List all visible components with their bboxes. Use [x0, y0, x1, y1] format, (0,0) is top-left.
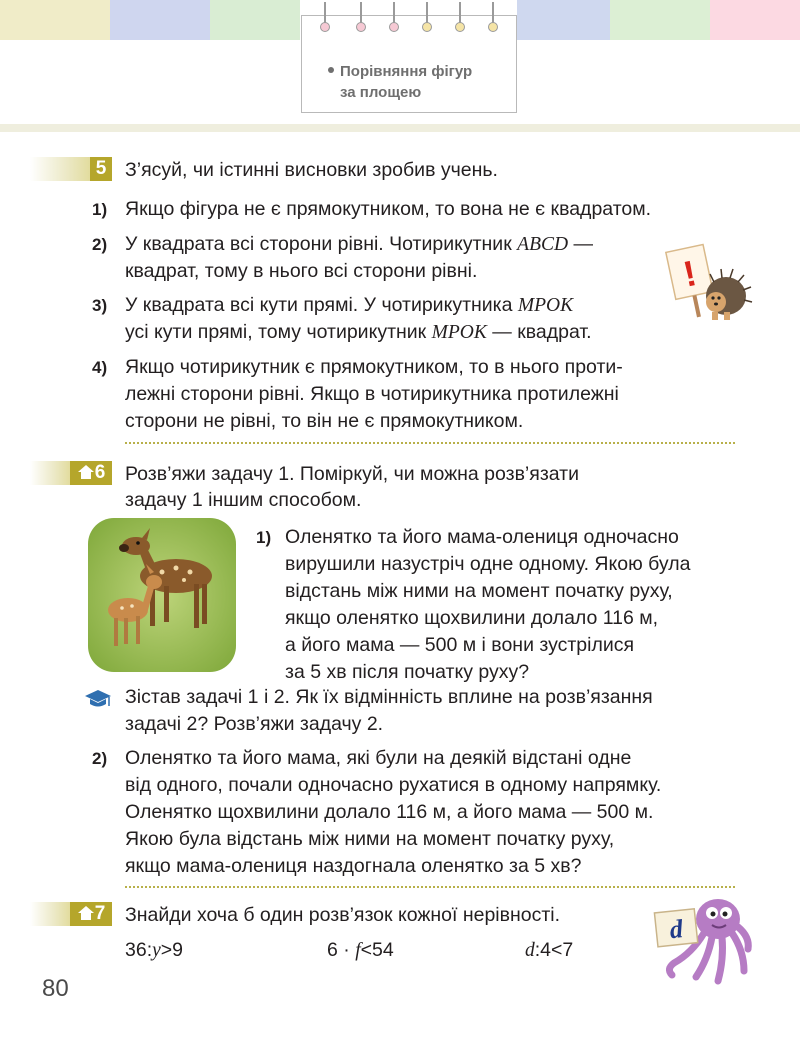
task5-item4-line3: сторони не рівні, то він не є прямокутником.: [125, 410, 524, 432]
task6-sub2-line3: Оленятко щохвилини долало 116 м, а його мама — 500 м.: [125, 801, 654, 823]
task7-number: 7: [94, 903, 106, 924]
task6-sub1-line2: вирушили назустріч одне одному. Якою була: [285, 553, 691, 575]
task6-band: [30, 461, 70, 485]
task6-sub2-line1: Оленятко та його мама, які були на деякій відстані одне: [125, 747, 632, 769]
page-number: 80: [42, 975, 69, 1002]
task6-sub1-num: 1): [256, 528, 272, 547]
task6-number-box: [70, 461, 112, 485]
task6-sub1-line3: відстань між ними на момент початку руху,: [285, 580, 673, 602]
divider-dotted-1: [125, 442, 735, 444]
task6-sub1-line4: якщо оленятко щохвилини долало 116 м,: [285, 607, 659, 629]
task7-prompt: Знайди хоча б один розв’язок кожної нерівності.: [125, 904, 561, 926]
task6-number: 6: [94, 462, 106, 483]
hedgehog-illustration: [664, 240, 754, 322]
house-icon: [77, 464, 95, 480]
topic-title: Порівняння фігур за площею: [328, 61, 472, 103]
task5-number: 5: [90, 157, 112, 181]
task5-item2-line2: квадрат, тому в нього всі сторони рівні.: [125, 260, 478, 282]
task6-sub2-line2: від одного, почали одночасно рухатися в одному напрямку.: [125, 774, 662, 796]
header-stripe-6: [610, 0, 710, 40]
ring-2: [356, 2, 366, 36]
exclamation-icon: !: [679, 252, 700, 295]
header-stripe-5: [517, 0, 610, 40]
ring-6: [488, 2, 498, 36]
inequality-1: 36:y>9: [125, 939, 184, 961]
card-letter: d: [668, 914, 685, 945]
task5-item4-line1: Якщо чотирикутник є прямокутником, то в нього проти-: [125, 356, 623, 378]
task5-item1-text: Якщо фігура не є прямокутником, то вона не є квадратом.: [125, 198, 652, 220]
divider-dotted-2: [125, 886, 735, 888]
task6-sub2-num: 2): [92, 749, 108, 768]
var-mpok: MPOK: [431, 322, 487, 343]
var-mpok: MPOK: [517, 295, 574, 316]
header-divider: [0, 124, 800, 132]
task6-prompt-line1: Розв’яжи задачу 1. Поміркуй, чи можна розв’язати: [125, 463, 580, 485]
task5-item4-line2: лежні сторони рівні. Якщо в чотирикутника протилежні: [125, 383, 619, 405]
task7-number-box: [70, 902, 112, 926]
task5-item1-num: 1): [92, 200, 108, 219]
ring-4: [422, 2, 432, 36]
ring-5: [455, 2, 465, 36]
ring-3: [389, 2, 399, 36]
task6-sub2-line5: якщо мама-олениця наздогнала оленятко за 5 хв?: [125, 855, 582, 877]
deer-illustration: [84, 514, 240, 676]
var-abcd: ABCD: [517, 234, 569, 255]
task5-item3-line1: У квадрата всі кути прямі. У чотирикутника MPOK: [125, 294, 574, 316]
bullet-icon: [328, 67, 334, 73]
task5-prompt: З’ясуй, чи істинні висновки зробив учень.: [125, 159, 498, 181]
task6-sub1-line1: Оленятко та його мама-олениця одночасно: [285, 526, 679, 548]
task6-compare-line1: Зістав задачі 1 і 2. Як їх відмінність вплине на розв’язання: [125, 686, 653, 708]
task5-item2-line1: У квадрата всі сторони рівні. Чотирикутник ABCD —: [125, 233, 593, 255]
topic-notebook: [301, 15, 517, 113]
task6-sub1-line6: за 5 хв після початку руху?: [285, 661, 530, 683]
task6-sub1-line5: а його мама — 500 м і вони зустрілися: [285, 634, 635, 656]
header-stripe-1: [0, 0, 110, 40]
octopus-illustration: [652, 893, 754, 991]
house-icon: [77, 905, 95, 921]
task6-compare-line2: задачі 2? Розв’яжи задачу 2.: [125, 713, 384, 735]
task5-item3-num: 3): [92, 296, 108, 315]
task7-band: [30, 902, 70, 926]
task6-sub2-line4: Якою була відстань між ними на момент початку руху,: [125, 828, 615, 850]
header-stripe-7: [710, 0, 800, 40]
header-stripe-3: [210, 0, 300, 40]
ring-1: [320, 2, 330, 36]
header-stripe-2: [110, 0, 210, 40]
task5-item3-line2: усі кути прямі, тому чотирикутник MPOK — квадрат.: [125, 321, 592, 343]
task5-band: [30, 157, 90, 181]
graduation-cap-icon: [84, 688, 112, 710]
task5-item2-num: 2): [92, 235, 108, 254]
inequality-3: d:4<7: [525, 939, 574, 961]
task5-item4-num: 4): [92, 358, 108, 377]
inequality-2: 6 · f<54: [327, 939, 394, 961]
task6-prompt-line2: задачу 1 іншим способом.: [125, 489, 362, 511]
